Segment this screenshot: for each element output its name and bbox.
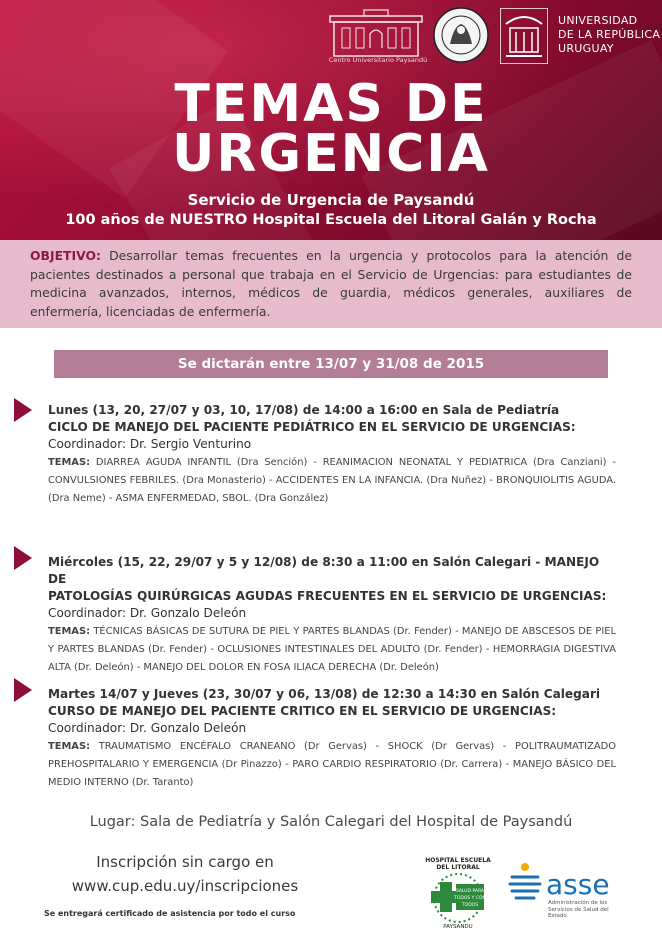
session-topics — [48, 623, 616, 677]
session-coordinator: Coordinador: Dr. Gonzalo Deleón — [48, 721, 247, 735]
hospital-escuela-logo — [420, 854, 496, 930]
session-schedule: Lunes (13, 20, 27/07 y 03, 10, 17/08) de 14:00 a 16:00 en Sala de Pediatría — [48, 403, 560, 417]
arrow-icon — [14, 678, 32, 702]
venue-text: Lugar: Sala de Pediatría y Salón Calegari del Hospital de Paysandú — [89, 814, 573, 830]
hospital-logo-text: HOSPITAL ESCUELA — [425, 857, 491, 864]
subtitle-line-1: Servicio de Urgencia de Paysandú — [187, 191, 475, 209]
udelar-line: URUGUAY — [558, 42, 614, 55]
topics-label: TEMAS: — [48, 626, 91, 637]
arrow-icon — [14, 398, 32, 422]
objective-block — [0, 240, 662, 328]
session-course: PATOLOGÍAS QUIRÚRGICAS AGUDAS FRECUENTES EN EL SERVICIO DE URGENCIAS: — [48, 589, 607, 603]
session-schedule: Miércoles (15, 22, 29/07 y 5 y 12/08) de 8:30 a 11:00 en Salón Calegari - MANEJO DE — [48, 555, 600, 586]
topics-label: TEMAS: — [48, 741, 91, 752]
session-topics — [48, 454, 616, 508]
objective-text: Desarrollar temas frecuentes en la urgencia y protocolos para la atención de pacientes destinados a personal que trabaja en el Servicio de Urgencias: para estudiantes de medicina avanzados, internos, médicos de guardia, médicos generales, auxiliares de enfermería, licenciadas de enfermería. — [30, 248, 632, 319]
subtitle-line-2: 100 años de NUESTRO Hospital Escuela del Litoral Galán y Rocha — [65, 212, 597, 228]
topics-label: TEMAS: — [48, 457, 91, 468]
topics-text: TRAUMATISMO ENCÉFALO CRANEANO (Dr Gervas) - SHOCK (Dr Gervas) - POLITRAUMATIZADO PREHOSPITALARIO Y EMERGENCIA (Dr Pinazzo) - PARO CARDIO RESPIRATORIO (Dr. Carrera) - MANEJO BÁSICO DEL MEDIO INTERNO (Dr. Taranto) — [48, 741, 616, 788]
session-coordinator: Coordinador: Dr. Sergio Venturino — [48, 437, 252, 451]
title-line-2: URGENCIA — [172, 124, 490, 184]
topics-text: TÉCNICAS BÁSICAS DE SUTURA DE PIEL Y PARTES BLANDAS (Dr. Fender) - MANEJO DE ABSCESOS DE PIEL Y PARTES BLANDAS (Dr. Fender) - OCLUSIONES INTESTINALES DEL ADULTO (Dr. Fender) - HEMORRAGIA DIGESTIVA ALTA (Dr. Deleón) - MANEJO DEL DOLOR EN FOSA ILIACA DERECHA (Dr. Deleón) — [48, 626, 617, 673]
dates-banner: Se dictarán entre 13/07 y 31/08 de 2015 — [54, 350, 608, 378]
arrow-icon — [14, 546, 32, 570]
topics-text: DIARREA AGUDA INFANTIL (Dra Sención) - REANIMACION NEONATAL Y PEDIATRICA (Dra Canziani) - CONVULSIONES FEBRILES. (Dra Monasterio) - ACCIDENTES EN LA INFANCIA. (Dra Nuñez) - BRONQUIOLITIS AGUDA. (Dra Neme) - ASMA ENFERMEDAD, SBOL. (Dra González) — [48, 457, 616, 504]
title-line-1: TEMAS DE — [174, 74, 488, 134]
udelar-line: UNIVERSIDAD — [558, 14, 638, 27]
session-course: CICLO DE MANEJO DEL PACIENTE PEDIÁTRICO EN EL SERVICIO DE URGENCIAS: — [48, 420, 576, 434]
university-seal-icon — [432, 6, 490, 64]
asse-wordmark: asse — [546, 868, 610, 901]
udelar-wordmark — [558, 14, 660, 56]
hospital-logo-text: PAYSANDU — [443, 924, 473, 930]
header-banner — [0, 0, 662, 240]
session-schedule: Martes 14/07 y Jueves (23, 30/07 y 06, 13/08) de 12:30 a 14:30 en Salón Calegari — [48, 687, 601, 701]
inscription-text: Inscripción sin cargo en — [96, 853, 274, 871]
hospital-logo-text: DEL LITORAL — [436, 864, 480, 871]
session-coordinator: Coordinador: Dr. Gonzalo Deleón — [48, 606, 247, 620]
udelar-line: DE LA REPÚBLICA — [558, 28, 661, 41]
udelar-logo-icon — [500, 8, 548, 64]
asse-caption: Administración de los Servicios de Salud del Estado — [548, 900, 609, 919]
session-topics — [48, 738, 616, 792]
inscription-url[interactable]: www.cup.edu.uy/inscripciones — [71, 877, 299, 895]
cup-caption: Centro Universitario Paysandú — [328, 56, 428, 64]
objective-label: OBJETIVO: — [30, 248, 101, 263]
hospital-logo-text: TODOS Y CON — [454, 896, 486, 901]
certificate-note: Se entregará certificado de asistencia por todo el curso — [44, 909, 296, 918]
session-course: CURSO DE MANEJO DEL PACIENTE CRITICO EN EL SERVICIO DE URGENCIAS: — [48, 704, 557, 718]
hospital-logo-text: TODOS — [461, 903, 479, 908]
hospital-logo-text: SALUD PARA — [455, 889, 485, 894]
